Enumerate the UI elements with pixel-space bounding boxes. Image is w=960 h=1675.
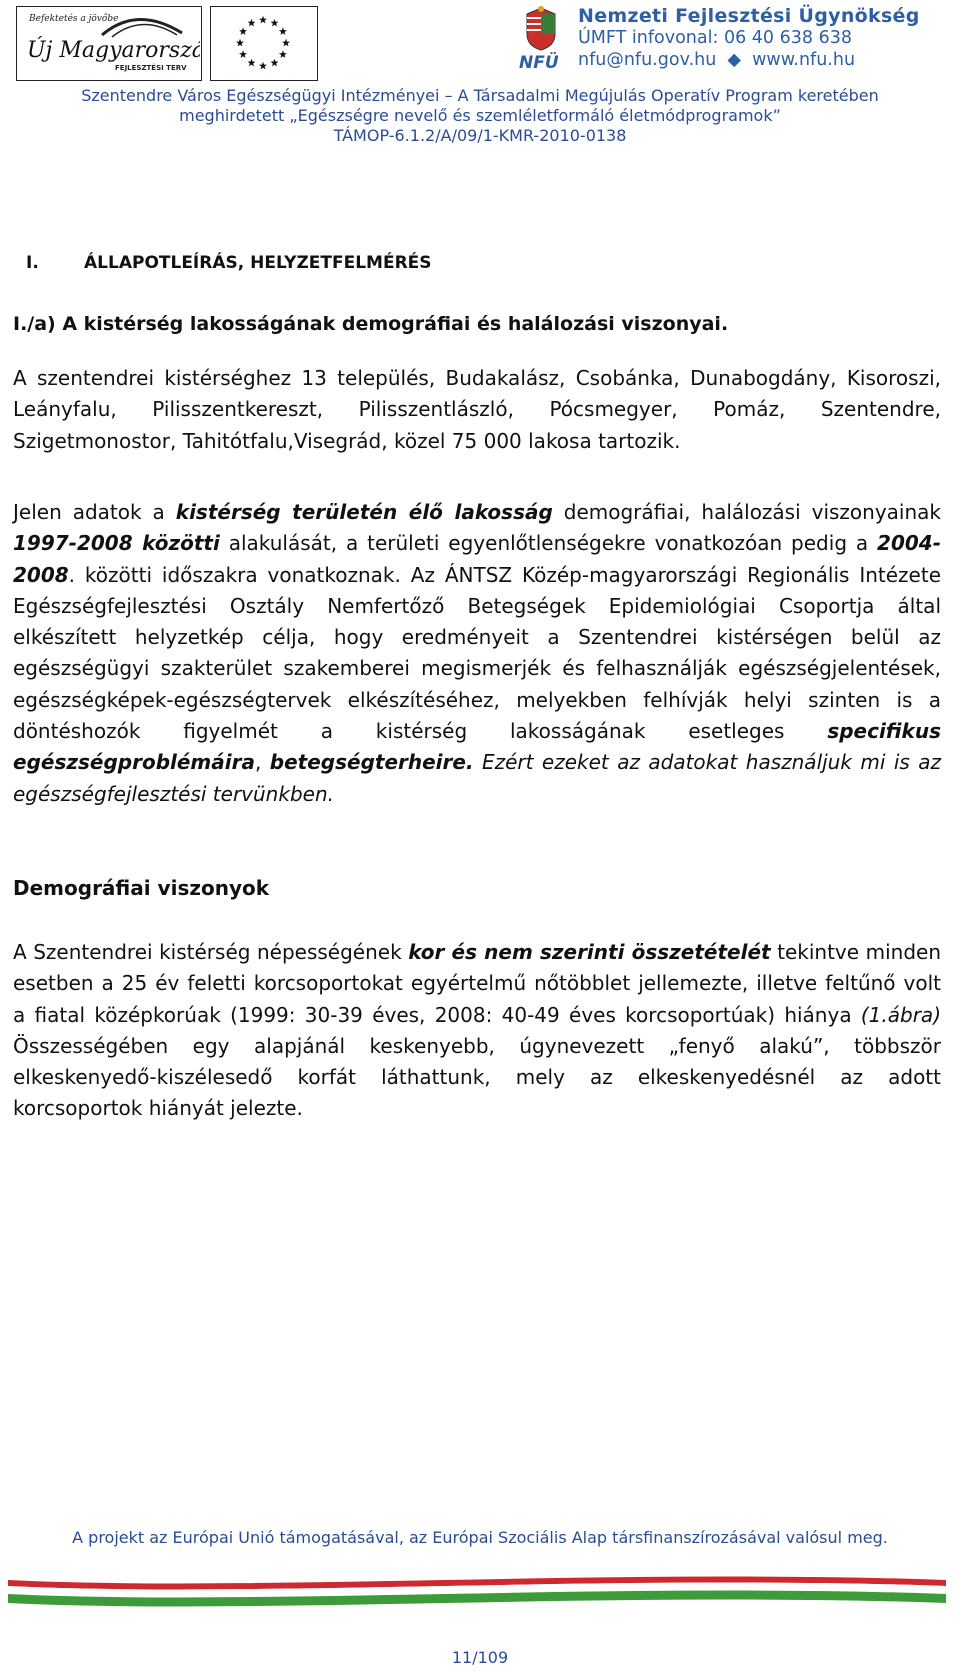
eu-star-icon (271, 59, 279, 67)
nfu-contact-line (578, 49, 920, 71)
para2-text-2: demográfiai, halálozási viszonyainak (552, 500, 942, 524)
para2-text-1: Jelen adatok a (13, 500, 176, 524)
demographics-paragraph (13, 937, 941, 1125)
section-title: ÁLLAPOTLEÍRÁS, HELYZETFELMÉRÉS (84, 253, 432, 273)
para2-emph-3: 2004-2008 (13, 531, 941, 587)
eu-star-icon (279, 50, 287, 58)
para2-italic: Ezért ezeket az adatokat használjuk mi is az egészségfejlesztési tervünkben. (13, 750, 941, 806)
para2-text-3: alakulását, a területi egyenlőtlenségekre vonatkozóan pedig a (219, 531, 878, 556)
header-line-3: TÁMOP-6.1.2/A/09/1-KMR-2010-0138 (333, 126, 627, 145)
national-colors-band (8, 1570, 946, 1614)
umft-name: Új Magyarország (27, 38, 200, 63)
nfu-crest-text: NFÜ (519, 53, 559, 72)
header-line-1: Szentendre Város Egészségügyi Intézményei – A Társadalmi Megújulás Operatív Program keretében (81, 86, 879, 105)
project-header-lines (0, 86, 960, 146)
para2-emph-4: specifikus egészségproblémáira (13, 719, 941, 775)
eu-star-icon (239, 27, 247, 35)
demographics-heading: Demográfiai viszonyok (13, 876, 270, 900)
umft-subtitle: FEJLESZTÉSI TERV (115, 64, 187, 72)
para2-text-4: . közötti időszakra vonatkoznak. Az ÁNTSZ Közép-magyarországi Regionális Intézete Egészségfejlesztési Osztály Nemfertőző Betegségek Epidemiológiai Csoportja által elkészített helyzetkép célja, hogy eredményeit a Szentendrei kistérségen belül az egészségügyi szakterület szakemberei megismerjék és felhasználják egészségjelentések, egészségképek-egészségtervek elkészítéséhez, melyekben felhívják helyi szinten is a döntéshozók figyelmét a kistérség lakosságának esetleges (13, 562, 941, 744)
eu-star-icon (282, 39, 290, 47)
section-number: I. (26, 253, 39, 273)
section-heading (26, 253, 432, 273)
page-number: 11/109 (451, 1648, 509, 1667)
umft-tagline: Befektetés a jövőbe (29, 14, 119, 24)
eu-star-icon (259, 16, 267, 24)
eu-star-icon (259, 62, 267, 70)
demog-text-2: tekintve minden esetben a 25 év feletti korcsoportokat egyértelmű nőtöbblet jellemezte, illetve feltűnő volt a fiatal középkorúak (1999: 30-39 éves, 2008: 40-49 éves korcsoportúak) hiánya (13, 940, 941, 1027)
hungarian-crest-icon (515, 6, 571, 72)
intro-paragraph: A szentendrei kistérséghez 13 település, Budakalász, Csobánka, Dunabogdány, Kisoroszi, Leányfalu, Pilisszentkereszt, Pilisszentlászló, Pócsmegyer, Pomáz, Szentendre, Szigetmonostor, Tahitótfalu,Visegrád, közel 75 000 lakosa tartozik. (13, 366, 941, 453)
nfu-contact-separator: ◆ (721, 50, 747, 70)
nfu-web[interactable]: www.nfu.hu (752, 50, 856, 70)
demog-text-1: A Szentendrei kistérség népességének (13, 940, 409, 964)
demog-figure-ref: (1.ábra) (860, 1002, 941, 1027)
eu-star-icon (236, 39, 244, 47)
para2-text-5: , (254, 750, 270, 775)
data-paragraph (13, 497, 941, 810)
eu-star-icon (248, 19, 256, 27)
subsection-heading: I./a) A kistérség lakosságának demográfiai és halálozási viszonyai. (13, 313, 729, 335)
eu-flag-icon (210, 6, 318, 81)
nfu-infovonal: ÚMFT infovonal: 06 40 638 638 (578, 28, 852, 48)
demog-emph-1: kor és nem szerinti összetételét (408, 940, 771, 964)
eu-star-icon (248, 59, 256, 67)
para2-emph-1: kistérség területén élő lakosság (175, 500, 553, 524)
demog-text-3: Összességében egy alapjánál keskenyebb, úgynevezett „fenyő alakú”, többször elkeskenyedő-kiszélesedő korfát láthattunk, mely az elkeskenyedésnél az adott korcsoportok hiányát jelezte. (13, 1033, 941, 1121)
header-line-2: meghirdetett „Egészségre nevelő és szemléletformáló életmódprogramok” (179, 106, 781, 125)
uj-magyarorszag-logo (16, 6, 202, 81)
footer-funding-note: A projekt az Európai Unió támogatásával, az Európai Szociális Alap társfinanszírozásával valósul meg. (72, 1528, 888, 1547)
eu-star-icon (239, 50, 247, 58)
para2-emph-2: 1997-2008 közötti (13, 531, 220, 556)
eu-star-icon (279, 27, 287, 35)
nfu-email[interactable]: nfu@nfu.gov.hu (578, 50, 717, 70)
nfu-title: Nemzeti Fejlesztési Ügynökség (578, 5, 920, 27)
eu-star-icon (271, 19, 279, 27)
para2-emph-5: betegségterheire. (269, 750, 474, 775)
nfu-contact-block (578, 5, 920, 71)
